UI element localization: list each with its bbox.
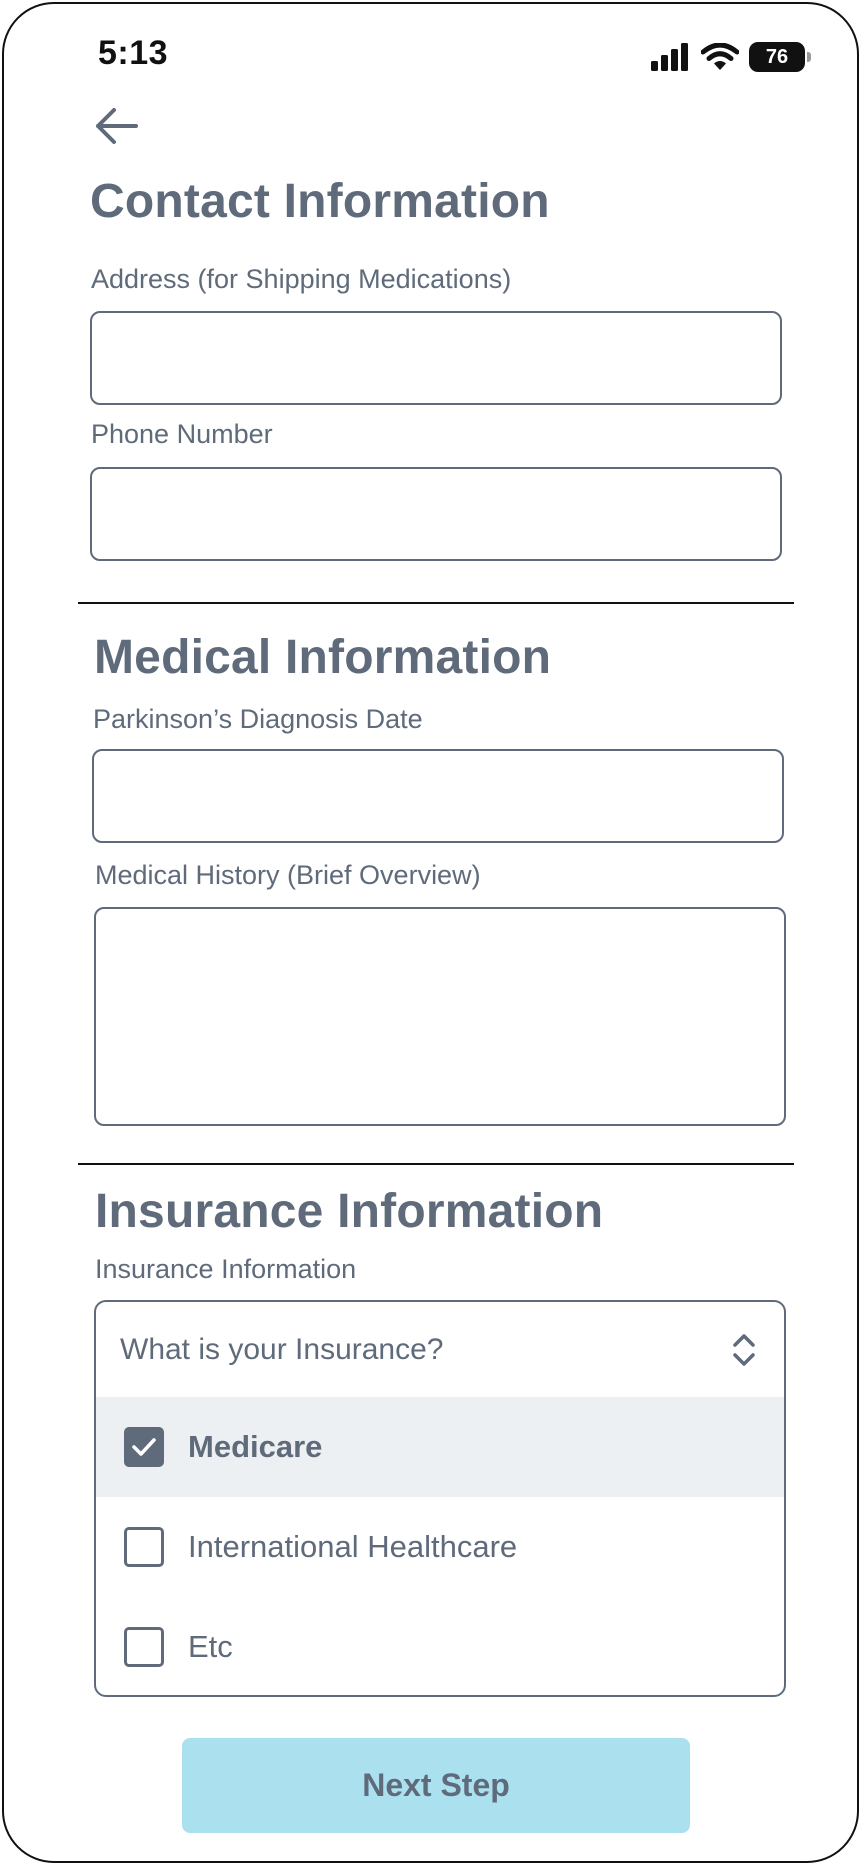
insurance-label: Insurance Information: [95, 1254, 357, 1284]
checkbox-unchecked[interactable]: [124, 1527, 164, 1567]
phone-input[interactable]: [90, 467, 782, 561]
medical-heading: Medical Information: [94, 631, 552, 684]
checkbox-checked[interactable]: [124, 1427, 164, 1467]
insurance-select[interactable]: [96, 1302, 784, 1397]
medical-history-textarea[interactable]: [94, 907, 786, 1126]
arrow-left-icon: [92, 104, 140, 148]
insurance-option-medicare[interactable]: [96, 1397, 784, 1497]
insurance-option-international-healthcare[interactable]: [96, 1497, 784, 1597]
status-time: 5:13: [98, 34, 169, 72]
battery-level: 76: [765, 45, 789, 68]
phone-frame: [2, 2, 859, 1863]
medical-history-label: Medical History (Brief Overview): [95, 860, 481, 890]
diagnosis-date-label: Parkinson’s Diagnosis Date: [93, 704, 423, 734]
option-label: International Healthcare: [188, 1529, 518, 1564]
diagnosis-date-input[interactable]: [92, 749, 784, 843]
wifi-icon: [701, 43, 739, 71]
chevron-up-down-icon: [732, 1331, 756, 1369]
back-button[interactable]: [92, 104, 140, 148]
contact-heading: Contact Information: [90, 175, 550, 228]
checkbox-unchecked[interactable]: [124, 1627, 164, 1667]
option-label: Medicare: [188, 1429, 323, 1464]
insurance-placeholder: What is your Insurance?: [120, 1332, 444, 1366]
status-icons: [651, 40, 805, 74]
insurance-dropdown: [94, 1300, 786, 1697]
phone-label: Phone Number: [91, 419, 273, 449]
section-divider: [78, 1163, 794, 1165]
insurance-heading: Insurance Information: [95, 1185, 604, 1238]
next-step-button[interactable]: Next Step: [182, 1738, 690, 1833]
cellular-signal-icon: [651, 43, 691, 71]
checkmark-icon: [131, 1437, 157, 1457]
address-label: Address (for Shipping Medications): [91, 264, 512, 294]
battery-icon: [749, 42, 805, 72]
section-divider: [78, 602, 794, 604]
option-label: Etc: [188, 1629, 233, 1664]
insurance-option-etc[interactable]: [96, 1597, 784, 1697]
address-input[interactable]: [90, 311, 782, 405]
